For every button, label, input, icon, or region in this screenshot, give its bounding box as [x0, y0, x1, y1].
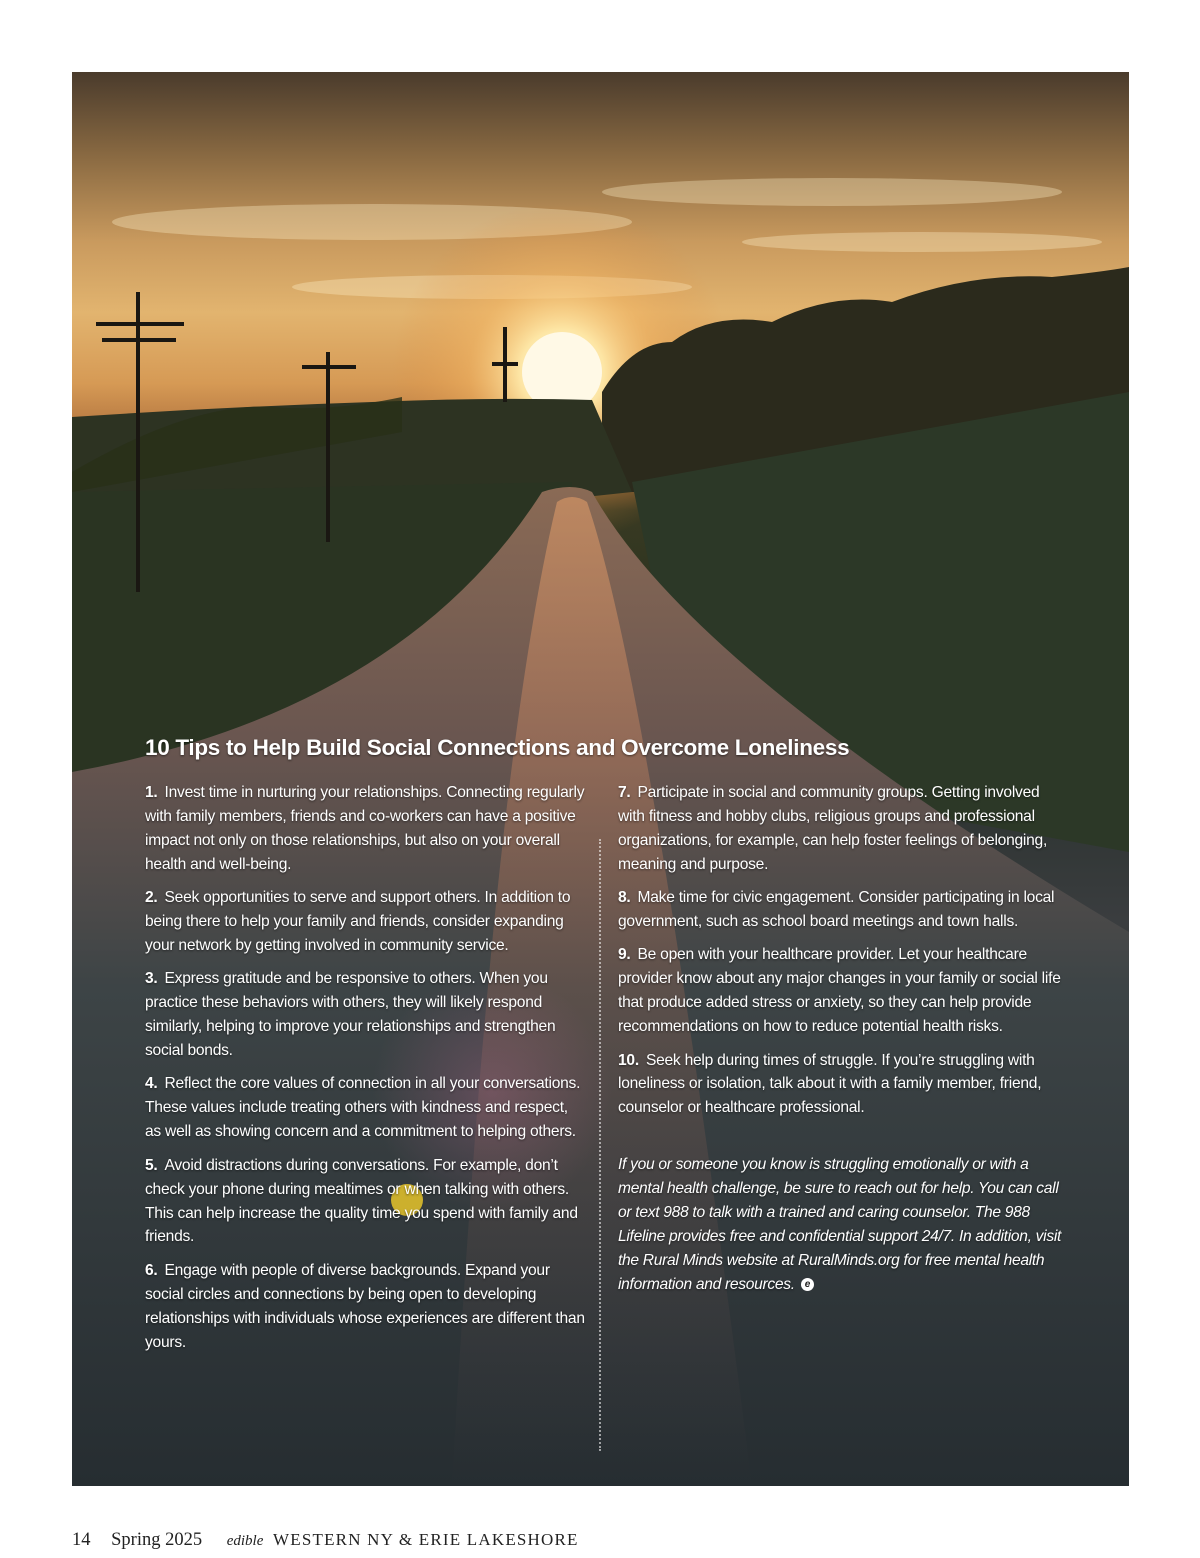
tip-3 — [145, 967, 585, 1063]
page-number: 14 — [72, 1530, 91, 1550]
tip-text: Participate in social and community groups. Getting involved with fitness and hobby clubs, religious groups and professional organizations, for example, can help foster feelings of belonging, meaning and purpose. — [618, 784, 1048, 873]
tip-number: 9. — [618, 946, 631, 964]
help-note — [618, 1153, 1063, 1296]
tip-number: 4. — [145, 1075, 158, 1093]
tip-number: 1. — [145, 784, 158, 801]
tip-number: 10. — [618, 1051, 639, 1069]
tip-4 — [145, 1072, 585, 1144]
tip-2 — [145, 886, 585, 958]
tip-9 — [618, 943, 1063, 1039]
tip-10 — [618, 1049, 1063, 1121]
tip-text: Seek opportunities to serve and support others. In addition to being there to help your family and friends, consider expanding your network by getting involved in community service. — [145, 889, 571, 954]
tip-text: Be open with your healthcare provider. Let your healthcare provider know about any major changes in your family or social life that produce added stress or anxiety, so they can help provide recommendations on how to reduce potential health risks. — [618, 946, 1061, 1036]
tip-6 — [145, 1259, 585, 1355]
tips-left-column — [145, 781, 585, 1364]
tip-text: Reflect the core values of connection in all your conversations. These values include treating others with kindness and respect, as well as showing concern and a commitment to helping others. — [145, 1075, 581, 1141]
tip-1 — [145, 781, 585, 877]
edible-e-icon: e — [801, 1278, 814, 1291]
tip-5 — [145, 1154, 585, 1250]
column-divider — [599, 839, 601, 1451]
tip-number: 7. — [618, 784, 631, 801]
tip-text: Express gratitude and be responsive to others. When you practice these behaviors with others, they will likely respond similarly, helping to improve your relationships and strengthen social bonds. — [145, 970, 556, 1060]
tip-7 — [618, 781, 1063, 877]
tip-8 — [618, 886, 1063, 934]
brand-prefix: edible — [226, 1533, 264, 1549]
tip-number: 2. — [145, 889, 158, 907]
tip-text: Make time for civic engagement. Consider participating in local government, such as school board meetings and town halls. — [618, 889, 1055, 931]
tip-text: Engage with people of diverse backgrounds. Expand your social circles and connections by being open to developing relationships with individuals whose experiences are different than yours. — [145, 1261, 585, 1351]
help-note-text: If you or someone you know is struggling emotionally or with a mental health challenge, be sure to reach out for help. You can call or text 988 to talk with a trained and caring counselor. The 988 Lifeline provides free and confidential support 24/7. In addition, visit the Rural Minds website at RuralMinds.org for free mental health information and resources. — [618, 1156, 1062, 1293]
tip-number: 3. — [145, 970, 158, 988]
page-footer — [72, 1530, 579, 1554]
article-title: 10 Tips to Help Build Social Connections and Overcome Loneliness — [145, 735, 850, 760]
tip-number: 6. — [145, 1261, 158, 1279]
tips-right-column — [618, 781, 1063, 1312]
tip-number: 5. — [145, 1156, 158, 1174]
tip-text: Invest time in nurturing your relationships. Connecting regularly with family members, friends and co-workers can have a positive impact not only on those relationships, but also on your overall health and well-being. — [145, 784, 585, 873]
tip-text: Seek help during times of struggle. If you’re struggling with loneliness or isolation, talk about it with a family member, friend, counselor or healthcare professional. — [618, 1051, 1042, 1117]
issue-label: Spring 2025 — [111, 1530, 203, 1550]
tip-text: Avoid distractions during conversations. For example, don’t check your phone during mealtimes or when talking with others. This can help increase the quality time you spend with family and friends. — [145, 1156, 578, 1246]
article — [145, 735, 1065, 1351]
tip-number: 8. — [618, 889, 631, 907]
brand-name: WESTERN NY & ERIE LAKESHORE — [273, 1530, 579, 1549]
